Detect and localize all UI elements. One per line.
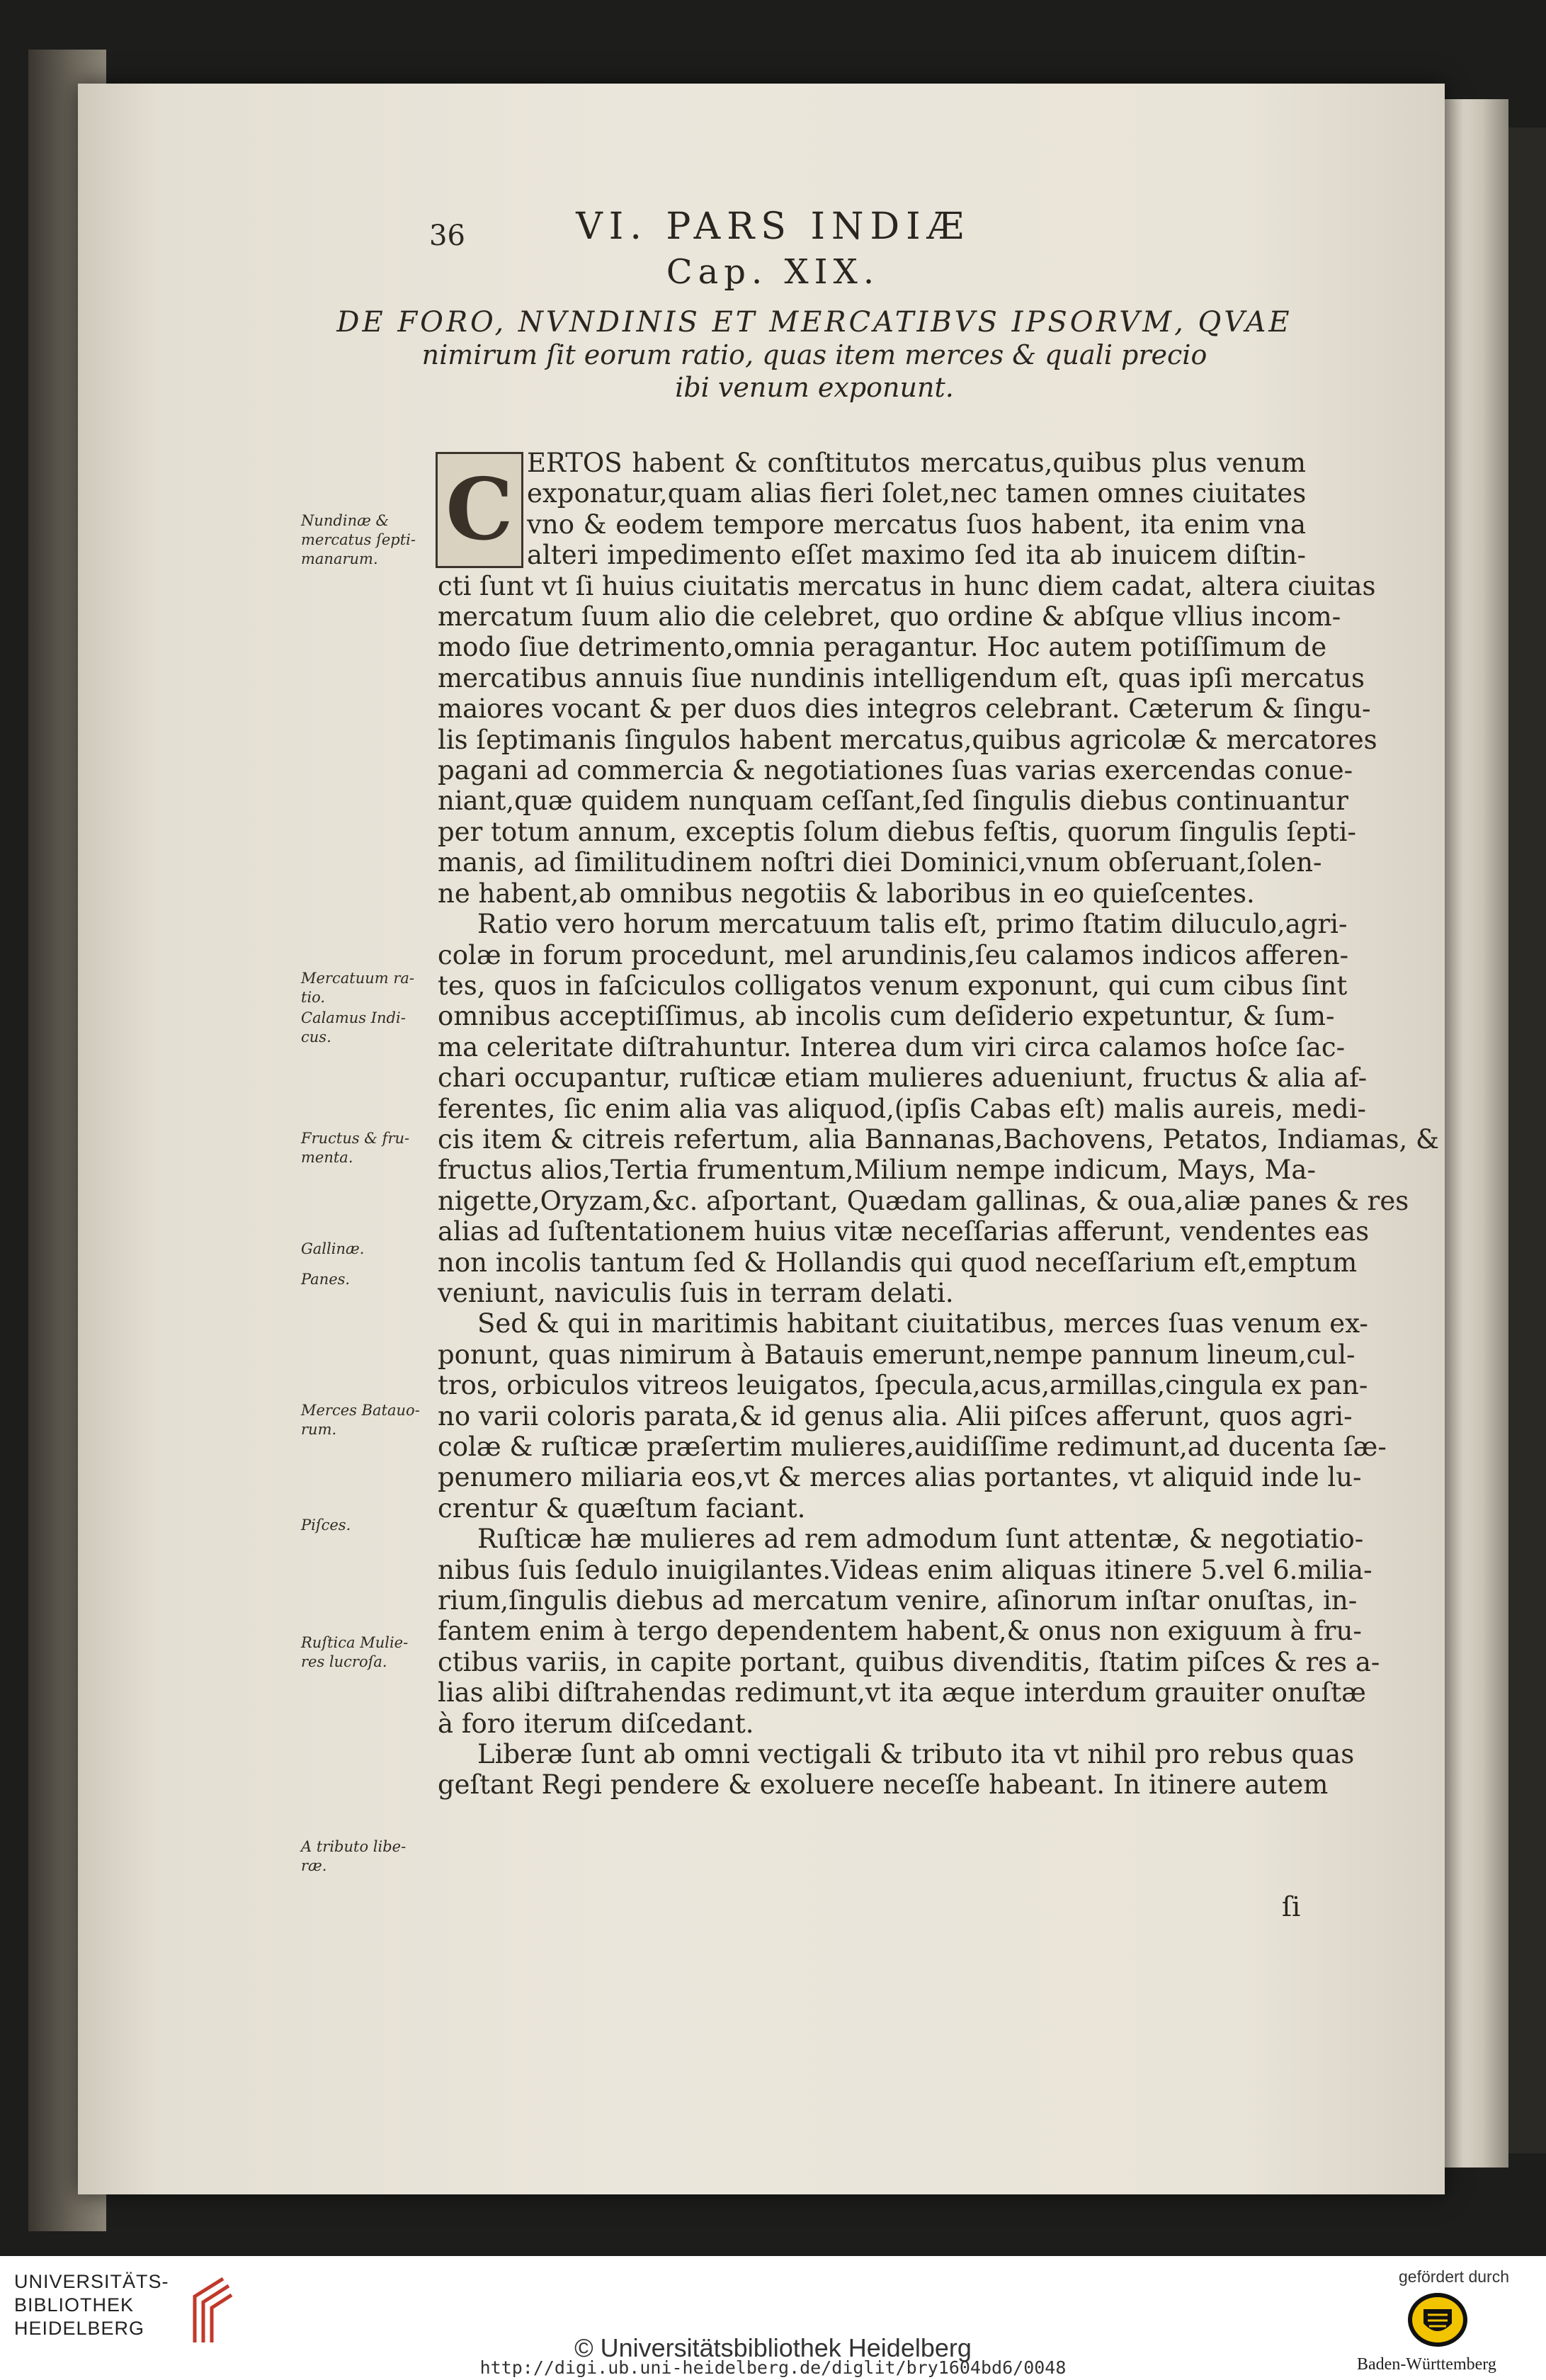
text-line: tros, orbiculos vitreos leuigatos, ſpecula,acus,armillas,cingula ex pan- xyxy=(438,1370,1368,1401)
text-line: lias alibi diſtrahendas redimunt,vt ita æque interdum grauiter onuſtæ xyxy=(438,1677,1366,1708)
text-line: rium,ſingulis diebus ad mercatum venire, aſinorum inſtar onuſtas, in- xyxy=(438,1585,1358,1616)
text-line: ferentes, ſic enim alia vas aliquod,(ipſis Cabas eſt) malis aureis, medi- xyxy=(438,1093,1367,1124)
text-line: pagani ad commercia & negotiationes ſuas varias exercendas conue- xyxy=(438,755,1353,786)
text-line: colæ in forum procedunt, mel arundinis,ſeu calamos indicos afferen- xyxy=(438,939,1349,970)
text-line: manis, ad ſimilitudinem noſtri diei Dominici,vnum obſeruant,ſolen- xyxy=(438,847,1322,878)
text-line: modo ſiue detrimento,omnia peragantur. Hoc autem potiſſimum de xyxy=(438,632,1327,663)
text-line: ctibus variis, in capite portant, quibus divenditis, ſtatim piſces & res a- xyxy=(438,1646,1380,1677)
margin-note: Merces Batauo-rum. xyxy=(301,1402,420,1438)
text-line: mercatibus annuis ſiue nundinis intelligendum eſt, quas ipſi mercatus xyxy=(438,662,1365,693)
text-line: penumero miliaria eos,vt & merces alias portantes, vt aliquid inde lu- xyxy=(438,1462,1362,1493)
text-line: fantem enim à tergo dependentem habent,& onus non exiguum à fru- xyxy=(438,1616,1362,1647)
funder-name: Baden-Württemberg xyxy=(1357,2355,1496,2374)
body-text xyxy=(438,448,1439,1801)
library-name-line-2: BIBLIOTHEK xyxy=(14,2294,135,2316)
text-line: non incolis tantum ſed & Hollandis qui quod neceſſarium eſt,emptum xyxy=(438,1247,1358,1278)
baden-wuerttemberg-crest-icon[interactable] xyxy=(1406,2288,1470,2352)
page-number: 36 xyxy=(429,220,465,252)
text-line: mercatum ſuum alio die celebret, quo ordine & abſque vllius incom- xyxy=(438,601,1341,633)
decorated-initial: C xyxy=(436,452,523,568)
margin-note: Nundinæ & mercatus ſepti-manarum. xyxy=(301,512,416,567)
library-name-line-1: UNIVERSITÄTS- xyxy=(14,2271,169,2292)
text-line: veniunt, naviculis ſuis in terram delati. xyxy=(438,1277,954,1308)
margin-note: Ruſtica Mulie-res lucroſa. xyxy=(301,1634,409,1670)
text-line: cis item & citreis refertum, alia Bannanas,Bachovens, Petatos, Indiamas, & xyxy=(438,1123,1439,1155)
permalink-url[interactable]: http://digi.ub.uni-heidelberg.de/diglit/bry1604bd6/0048 xyxy=(479,2357,1067,2378)
margin-note: Panes. xyxy=(301,1271,351,1288)
text-line: fructus alios,Tertia frumentum,Milium nempe indicum, Mays, Ma- xyxy=(438,1155,1316,1186)
text-line: maiores vocant & per duos dies integros celebrant. Cæterum & ſingu- xyxy=(438,693,1371,725)
chapter-title-line-1: DE FORO, NVNDINIS ET MERCATIBVS IPSORVM, QVAE xyxy=(336,306,1292,339)
margin-note: Mercatuum ra-tio. xyxy=(301,970,414,1006)
text-line: à foro iterum diſcedant. xyxy=(438,1708,754,1739)
text-line: nigette,Oryzam,&c. aſportant, Quædam gallinas, & oua,aliæ panes & res xyxy=(438,1185,1409,1216)
margin-note: Piſces. xyxy=(301,1517,351,1534)
text-line: colæ & ruſticæ præſertim mulieres,auidiſſime redimunt,ad ducenta ſæ- xyxy=(438,1432,1387,1462)
text-line: no varii coloris parata,& id genus alia. Alii piſces afferunt, quos agri- xyxy=(438,1400,1353,1432)
text-line: vno & eodem tempore mercatus ſuos habent, ita enim vna xyxy=(527,509,1306,540)
page-edge-shadow xyxy=(1508,128,1546,2153)
text-line: ma celeritate diſtrahuntur. Interea dum viri circa calamos hoſce ſac- xyxy=(438,1031,1346,1062)
text-line: crentur & quæſtum faciant. xyxy=(438,1492,806,1524)
margin-note: Calamus Indi-cus. xyxy=(301,1009,406,1046)
text-line: exponatur,quam alias fieri ſolet,nec tamen omnes ciuitates xyxy=(527,478,1307,509)
library-name-line-3: HEIDELBERG xyxy=(14,2318,145,2339)
chapter-title xyxy=(305,306,1324,404)
text-line: ne habent,ab omnibus negotiis & laboribus in eo quieſcentes. xyxy=(438,878,1255,909)
next-page-edge xyxy=(1445,99,1508,2168)
text-line: Ratio vero horum mercatuum talis eſt, primo ſtatim diluculo,agri- xyxy=(477,909,1348,940)
library-name xyxy=(14,2270,169,2340)
copyright-notice: © Universitätsbibliothek Heidelberg xyxy=(574,2333,972,2362)
margin-note: A tributo libe-ræ. xyxy=(301,1838,407,1874)
text-line: Ruſticæ hæ mulieres ad rem admodum ſunt attentæ, & negotiatio- xyxy=(477,1524,1364,1555)
funded-by-label: gefördert durch xyxy=(1399,2267,1509,2286)
chapter-title-line-3: ibi venum exponunt. xyxy=(675,372,954,403)
text-line: tes, quos in faſciculos colligatos venum exponunt, qui cum cibus ſint xyxy=(438,970,1348,1001)
text-line: lis ſeptimanis ſingulos habent mercatus,quibus agricolæ & mercatores xyxy=(438,724,1377,755)
chapter-title-line-2: nimirum ſit eorum ratio, quas item merces & quali precio xyxy=(421,339,1207,370)
text-line: ERTOS habent & conſtitutos mercatus,quibus plus venum xyxy=(527,448,1306,478)
text-line: alias ad ſuſtentationem huius vitæ neceſſarias afferunt, vendentes eas xyxy=(438,1216,1370,1247)
margin-note: Fructus & fru-menta. xyxy=(301,1130,410,1166)
text-line: ponunt, quas nimirum à Batauis emerunt,nempe pannum lineum,cul- xyxy=(438,1339,1355,1370)
text-line: nibus ſuis ſedulo inuigilantes.Videas enim aliquas itinere 5.vel 6.milia- xyxy=(438,1554,1372,1585)
text-line: alteri impedimento eſſet maximo ſed ita ab inuicem diſtin- xyxy=(527,540,1306,571)
text-line: Liberæ ſunt ab omni vectigali & tributo ita vt nihil pro rebus quas xyxy=(477,1739,1355,1770)
text-line: chari occupantur, ruſticæ etiam mulieres adueniunt, fructus & alia af- xyxy=(438,1062,1368,1094)
text-line: cti ſunt vt ſi huius ciuitatis mercatus in hunc diem cadat, altera ciuitas xyxy=(438,570,1376,601)
chapter-heading: Cap. XIX. xyxy=(666,252,880,292)
text-line: geſtant Regi pendere & exoluere neceſſe habeant. In itinere autem xyxy=(438,1769,1329,1801)
margin-note: Gallinæ. xyxy=(301,1240,365,1257)
running-title: VI. PARS INDIÆ xyxy=(576,205,970,248)
catchword: ſi xyxy=(1282,1891,1301,1922)
text-line: Sed & qui in maritimis habitant ciuitatibus, merces ſuas venum ex- xyxy=(477,1308,1368,1339)
text-line: omnibus acceptiſſimus, ab incolis cum deſiderio expetuntur, & ſum- xyxy=(438,1001,1335,1032)
text-line: niant,quæ quidem nunquam ceſſant,ſed ſingulis diebus continuantur xyxy=(438,786,1348,817)
text-line: per totum annum, exceptis ſolum diebus feſtis, quorum ſingulis ſepti- xyxy=(438,816,1356,847)
